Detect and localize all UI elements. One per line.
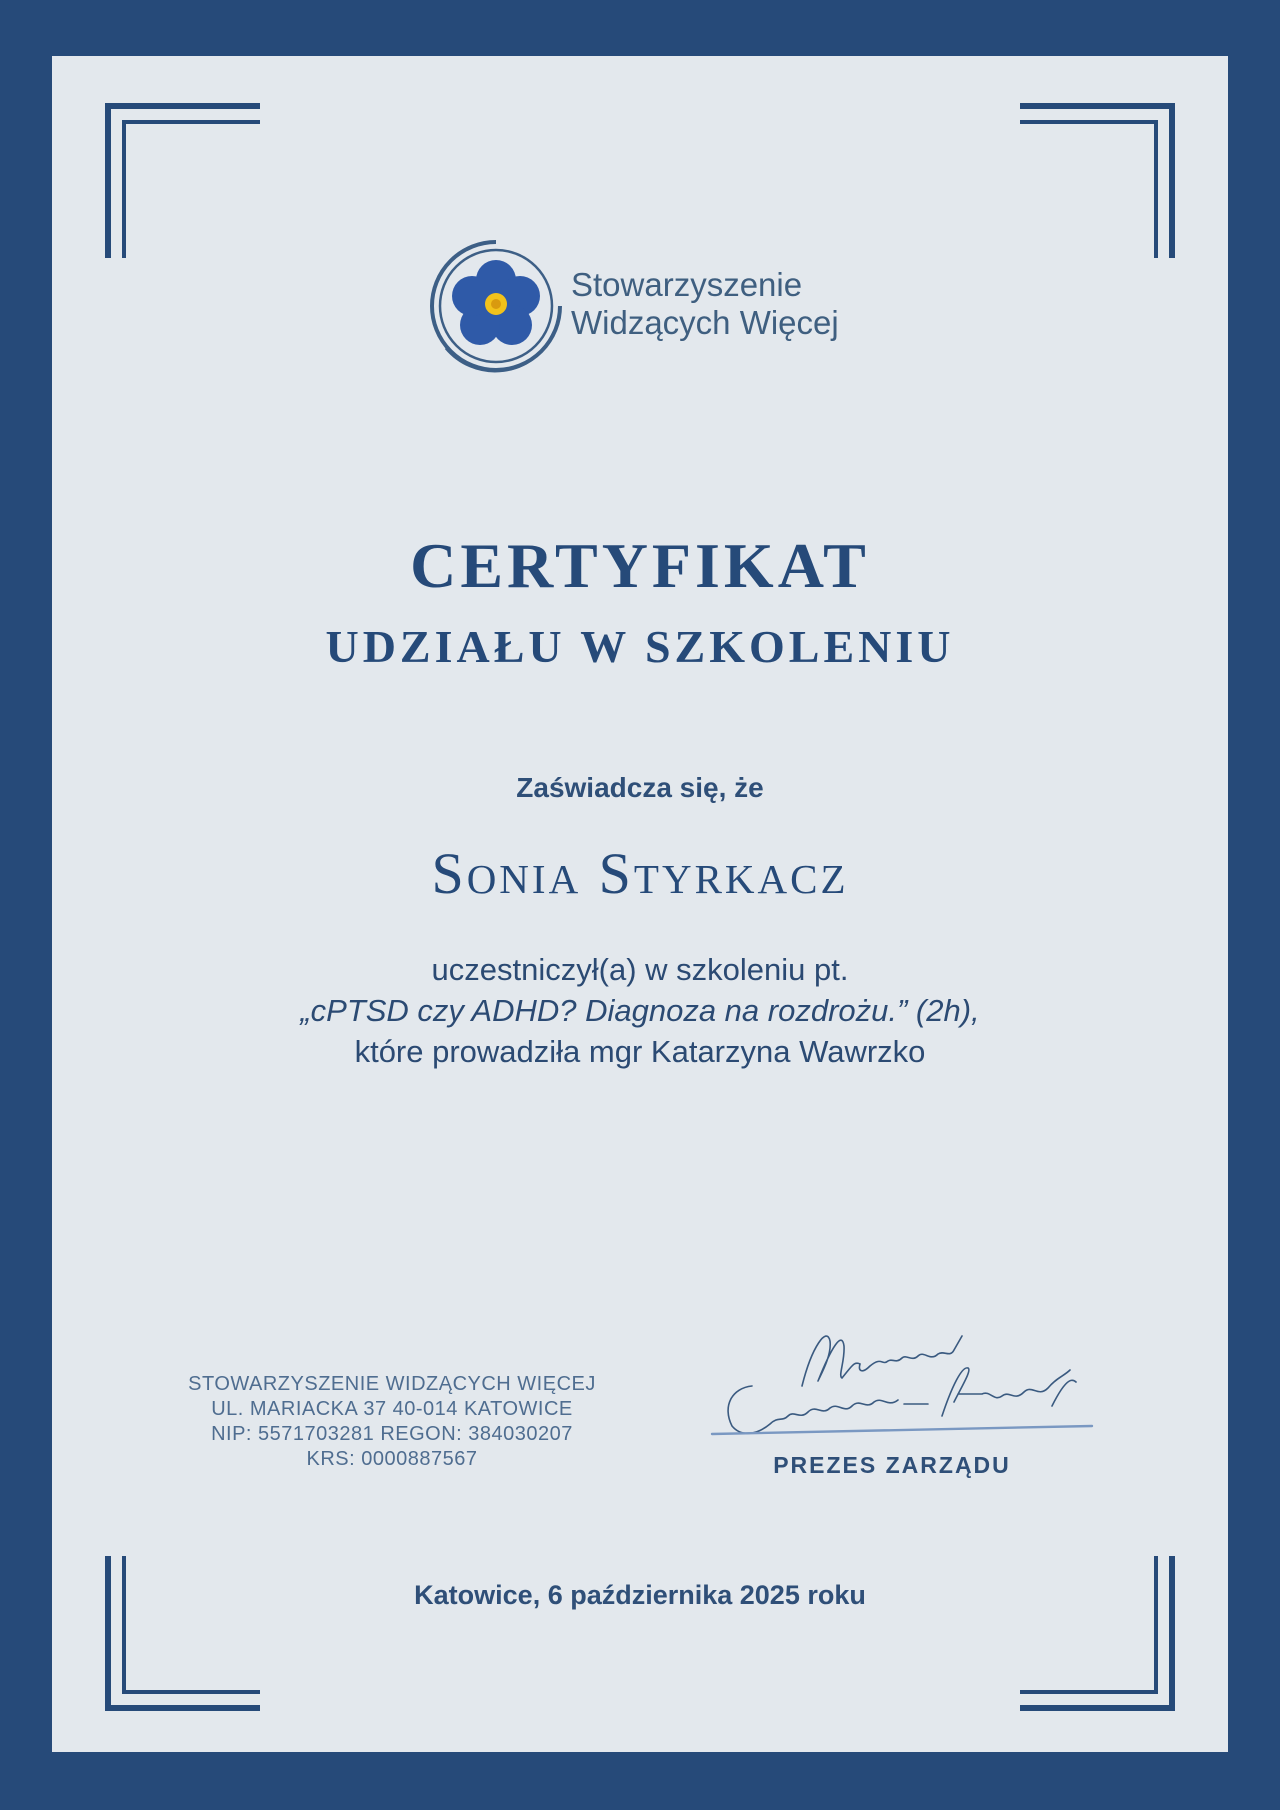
logo-line-1: Stowarzyszenie <box>571 266 803 303</box>
corner-ornament-bottom-left <box>104 1552 264 1712</box>
issue-date: Katowice, 6 października 2025 roku <box>414 1580 866 1610</box>
address-line-2: UL. MARIACKA 37 40-014 KATOWICE <box>211 1398 573 1420</box>
organization-address <box>162 1372 622 1472</box>
address-line-4: KRS: 0000887567 <box>306 1448 478 1470</box>
corner-ornament-bottom-right <box>1016 1552 1176 1712</box>
training-title: „cPTSD czy ADHD? Diagnoza na rozdrożu.” (2h), <box>300 993 980 1028</box>
address-line-3: NIP: 5571703281 REGON: 384030207 <box>211 1423 573 1445</box>
address-line-1: STOWARZYSZENIE WIDZĄCYCH WIĘCEJ <box>188 1373 596 1395</box>
corner-ornament-top-left <box>104 102 264 262</box>
corner-ornament-top-right <box>1016 102 1176 262</box>
signature-block <box>692 1306 1112 1486</box>
training-description <box>52 949 1228 1072</box>
participant-name: Sonia Styrkacz <box>431 841 849 906</box>
certificate-paper <box>52 56 1228 1752</box>
certificate-subtitle: UDZIAŁU W SZKOLENIU <box>325 621 955 672</box>
organization-logo-text <box>571 266 839 342</box>
certificate-title: certyfikat <box>410 505 870 607</box>
logo-line-2: Widzących Więcej <box>571 304 839 341</box>
certification-lead: Zaświadcza się, że <box>516 772 764 803</box>
organization-logo <box>426 236 866 376</box>
participation-line: uczestniczył(a) w szkoleniu pt. <box>431 952 849 987</box>
signer-role: PREZES ZARZĄDU <box>773 1452 1011 1478</box>
trainer-line: które prowadziła mgr Katarzyna Wawrzko <box>354 1034 926 1069</box>
forget-me-not-flower-icon <box>426 236 566 376</box>
